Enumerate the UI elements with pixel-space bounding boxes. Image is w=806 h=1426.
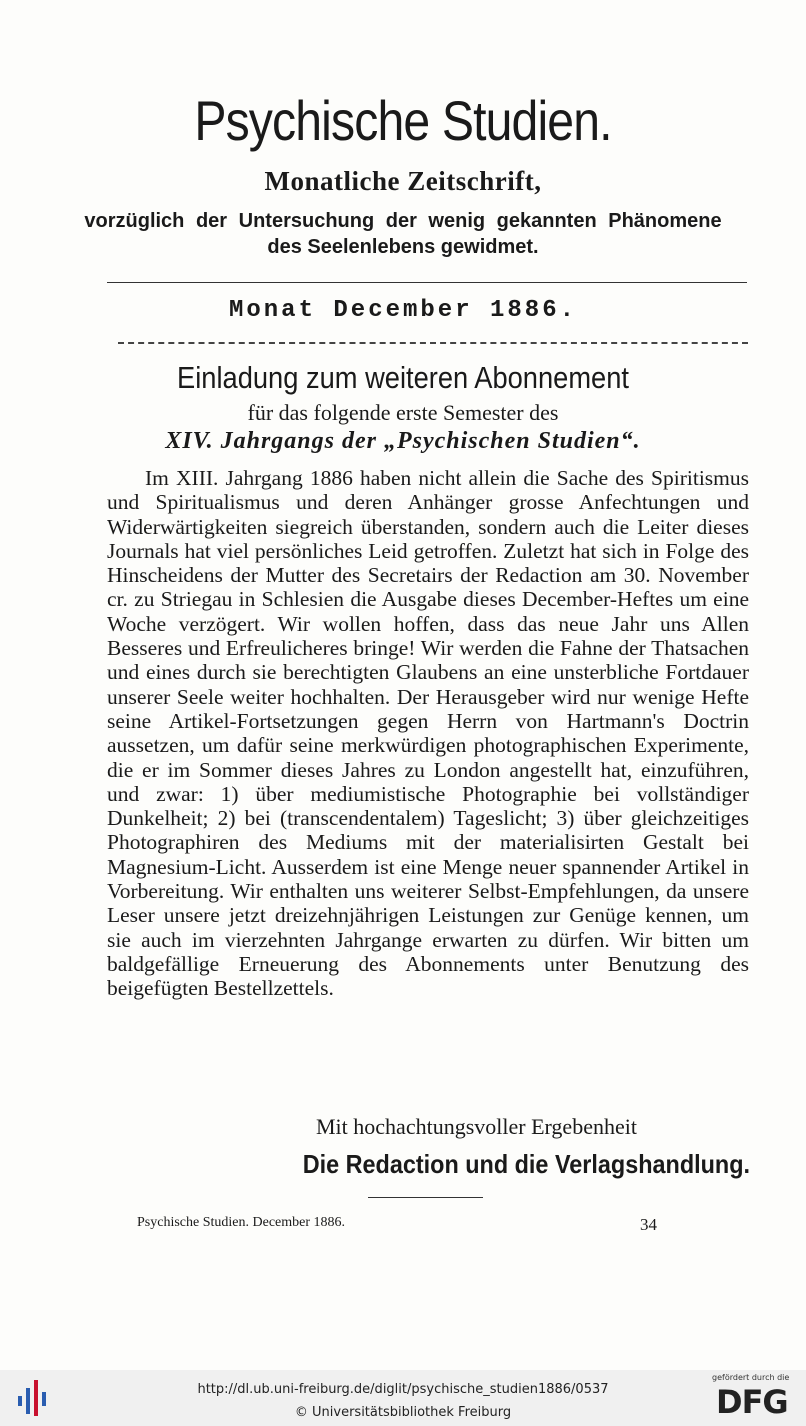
page-url-link[interactable]: http://dl.ub.uni-freiburg.de/diglit/psychische_studien1886/0537: [197, 1382, 609, 1397]
funder-caption: gefördert durch die: [712, 1373, 790, 1382]
journal-description-line1: vorzüglich der Untersuchung der wenig gekannten Phänomene: [84, 210, 722, 232]
issue-month: Monat December 1886.: [228, 297, 578, 324]
copyright-notice: © Universitätsbibliothek Freiburg: [294, 1405, 512, 1420]
journal-subtitle: Monatliche Zeitschrift,: [264, 166, 542, 196]
month-rule: [118, 342, 748, 344]
dfg-logo: DFG: [716, 1383, 788, 1421]
closing-greeting: Mit hochachtungsvoller Ergebenheit: [316, 1114, 637, 1139]
closing-signature: Die Redaction und die Verlagshandlung.: [302, 1149, 750, 1179]
invitation-line2: für das folgende erste Semester des: [247, 400, 559, 425]
page-number: 34: [640, 1215, 657, 1234]
running-footer: Psychische Studien. December 1886.: [137, 1215, 346, 1230]
signature-rule: [368, 1197, 483, 1198]
body-paragraph: Im XIII. Jahrgang 1886 haben nicht allein die Sache des Spiritismus und Spiritualismus und deren Anhänger grosse Anfechtungen und Widerwärtigkeiten siegreich überstanden, sondern auch die Leiter dieses Journals hat viel persönliches Leid getroffen. Zuletzt hat sich in Folge des Hinscheidens der Mutter des Secretairs der Redaction am 30. November cr. zu Striegau in Schlesien die Ausgabe dieses December-Heftes um eine Woche verzögert. Wir wollen hoffen, dass das neue Jahr uns Allen Besseres und Erfreulicheres bringe! Wir werden die Fahne der Thatsachen und eines durch sie berechtigten Glaubens an eine unsterbliche Fortdauer unserer Seele weiter hochhalten. Der Herausgeber wird nur wenige Hefte seine Artikel-Fortsetzungen gegen Herrn von Hartmann's Doctrin aussetzen, um dafür seine merkwürdigen photographischen Experimente, die er im Sommer dieses Jahres zu London angestellt hat, einzuführen, und zwar: 1) über mediumistische Photographie bei vollständiger Dunkelheit; 2) bei (transcendentalem) Tageslicht; 3) über gleichzeitiges Photographiren des Mediums mit der materialisirten Gestalt bei Magnesium-Licht. Ausserdem ist eine Menge neuer spannender Artikel in Vorbereitung. Wir enthalten uns weiterer Selbst-Empfehlungen, da unsere Leser unsere jetzt dreizehnjährigen Leistungen zur Genüge kennen, um sie auch im vierzehnten Jahrgange erwarten zu dürfen. Wir bitten um baldgefällige Erneuerung des Abonnements unter Benutzung des beigefügten Bestellzettels.: [107, 466, 749, 1001]
journal-title: Psychische Studien.: [194, 89, 612, 152]
invitation-line3: XIV. Jahrgangs der „Psychischen Studien“.: [165, 428, 641, 454]
invitation-heading: Einladung zum weiteren Abonnement: [177, 360, 629, 395]
journal-description-line2: des Seelenlebens gewidmet.: [267, 236, 539, 258]
body-text: [107, 466, 749, 1001]
header-rule: [107, 282, 747, 283]
